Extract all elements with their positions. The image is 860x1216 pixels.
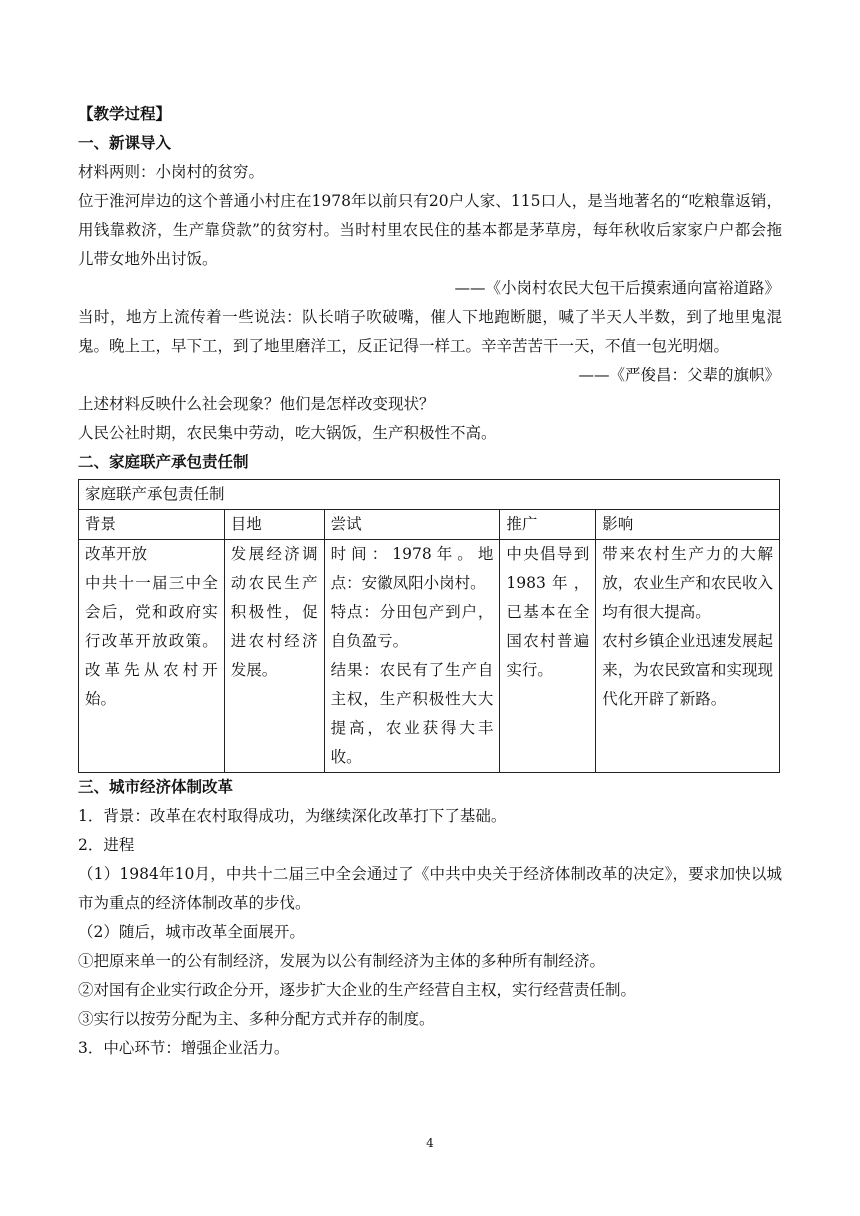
- urban-process-title: 2．进程: [78, 836, 135, 854]
- try-cell: [324, 540, 500, 773]
- document-page: [78, 100, 782, 1063]
- effect-line-2: 农村乡镇企业迅速发展起来，为农民致富和实现现代化开辟了新路。: [602, 632, 773, 708]
- background-cell: [79, 540, 225, 773]
- urban-measure-1: ①把原来单一的公有制经济，发展为以公有制经济为主体的多种所有制经济。: [78, 952, 606, 970]
- section-title-intro: 一、新课导入: [78, 134, 172, 152]
- try-result: 结果：农民有了生产自主权，生产积极性大大提高，农业获得大丰收。: [330, 661, 494, 766]
- material-source-1: ——《小岗村农民大包干后摸索通向富裕道路》: [454, 279, 780, 297]
- urban-process-2: （2）随后，城市改革全面展开。: [78, 923, 305, 941]
- try-time-place: 时间：1978年。地点：安徽凤阳小岗村。: [330, 545, 494, 592]
- table-header-row: [79, 510, 780, 540]
- promote-text: 中央倡导到1983年，已基本在全国农村普遍实行。: [506, 545, 590, 679]
- section-header: 【教学过程】: [78, 105, 172, 123]
- effect-cell: [596, 540, 780, 773]
- material-paragraph-2: 当时，地方上流传着一些说法：队长哨子吹破嘴，催人下地跑断腿，喊了半天人半数，到了地里鬼混鬼。晚上工，早下工，到了地里磨洋工，反正记得一样工。辛辛苦苦干一天，不值一包光明烟。: [78, 308, 782, 355]
- material-intro: 材料两则：小岗村的贫穷。: [78, 163, 265, 181]
- goal-cell: [224, 540, 324, 773]
- question-text: 上述材料反映什么社会现象？他们是怎样改变现状？: [78, 395, 435, 413]
- goal-text: 发展经济调动农民生产积极性，促进农村经济发展。: [230, 545, 318, 679]
- table-caption: 家庭联产承包责任制: [79, 480, 780, 510]
- header-cell-promote: 推广: [500, 510, 596, 540]
- section-title-contract: 二、家庭联产承包责任制: [78, 453, 249, 471]
- promote-cell: [500, 540, 596, 773]
- try-feature: 特点：分田包产到户，自负盈亏。: [330, 603, 494, 650]
- page-number: 4: [426, 1136, 434, 1150]
- header-cell-goal: 目地: [224, 510, 324, 540]
- effect-line-1: 带来农村生产力的大解放，农业生产和农民收入均有很大提高。: [602, 545, 773, 621]
- header-cell-background: 背景: [79, 510, 225, 540]
- background-line-2: 中共十一届三中全会后，党和政府实行改革开放政策。改革先从农村开始。: [85, 574, 218, 708]
- urban-process-1: （1）1984年10月，中共十二届三中全会通过了《中共中央关于经济体制改革的决定》，要求加快以城市为重点的经济体制改革的步伐。: [78, 865, 782, 912]
- background-line-1: 改革开放: [85, 545, 148, 563]
- urban-measure-2: ②对国有企业实行政企分开，逐步扩大企业的生产经营自主权，实行经营责任制。: [78, 981, 637, 999]
- table-row: [79, 540, 780, 773]
- urban-background: 1．背景：改革在农村取得成功，为继续深化改革打下了基础。: [78, 807, 507, 825]
- answer-text: 人民公社时期，农民集中劳动，吃大锅饭，生产积极性不高。: [78, 424, 497, 442]
- urban-measure-3: ③实行以按劳分配为主、多种分配方式并存的制度。: [78, 1010, 435, 1028]
- responsibility-table: [78, 479, 780, 773]
- urban-core-link: 3．中心环节：增强企业活力。: [78, 1039, 290, 1057]
- material-source-2: ——《严俊昌：父辈的旗帜》: [578, 366, 780, 384]
- header-cell-try: 尝试: [324, 510, 500, 540]
- header-cell-effect: 影响: [596, 510, 780, 540]
- section-title-urban: 三、城市经济体制改革: [78, 778, 234, 796]
- material-paragraph-1: 位于淮河岸边的这个普通小村庄在1978年以前只有20户人家、115口人，是当地著名的“吃粮靠返销，用钱靠救济，生产靠贷款”的贫穷村。当时村里农民住的基本都是茅草房，每年秋收后家家户户都会拖儿带女地外出讨饭。: [78, 192, 782, 268]
